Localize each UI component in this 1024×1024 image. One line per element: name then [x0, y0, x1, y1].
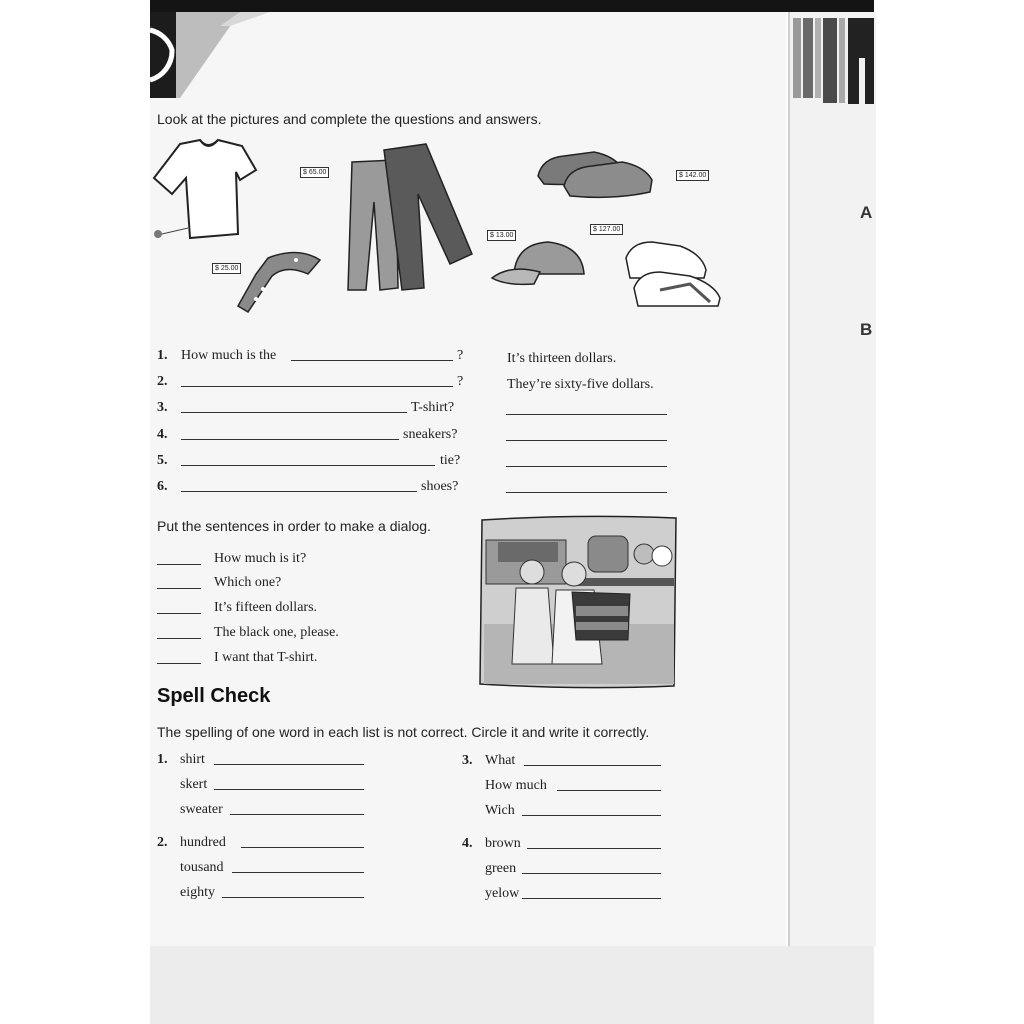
correction-blank[interactable] — [232, 872, 364, 873]
spell-check-instruction: The spelling of one word in each list is not correct. Circle it and write it correctly. — [157, 724, 650, 740]
correction-blank[interactable] — [527, 848, 661, 849]
question-number: 3. — [157, 400, 168, 415]
question-number: 5. — [157, 453, 168, 468]
list-number: 2. — [157, 835, 168, 850]
facing-page-header-graphic — [793, 18, 874, 104]
price-tag-sneakers: $ 127.00 — [590, 224, 623, 235]
exercise-instruction: Look at the pictures and complete the questions and answers. — [157, 111, 542, 127]
cap-illustration — [490, 238, 586, 290]
shoes-illustration — [534, 146, 658, 202]
tshirt-illustration — [150, 138, 260, 248]
dialog-instruction: Put the sentences in order to make a dialog. — [157, 518, 431, 534]
spell-word: How much — [485, 778, 547, 793]
correction-blank[interactable] — [214, 789, 364, 790]
spell-word: skert — [180, 777, 208, 792]
answer-blank[interactable] — [181, 439, 399, 440]
price-tag-shoes: $ 142.00 — [676, 170, 709, 181]
spell-word: eighty — [180, 885, 215, 900]
spell-word: sweater — [180, 802, 223, 817]
price-tag-pants: $ 65.00 — [300, 167, 329, 178]
price-tag-tie: $ 25.00 — [212, 263, 241, 274]
answer-blank[interactable] — [506, 492, 667, 493]
question-prefix: How much is the — [181, 348, 277, 363]
tie-illustration — [208, 244, 328, 320]
spell-word: shirt — [180, 752, 205, 767]
order-blank[interactable] — [157, 663, 201, 664]
dialog-sentence: Which one? — [214, 575, 282, 590]
facing-section-a: A — [860, 203, 873, 222]
question-number: 6. — [157, 479, 168, 494]
scan-top-edge — [150, 0, 874, 12]
correction-blank[interactable] — [557, 790, 661, 791]
correction-blank[interactable] — [524, 765, 661, 766]
spell-word: Wich — [485, 803, 515, 818]
dialog-sentence: The black one, please. — [214, 625, 339, 640]
list-number: 1. — [157, 752, 168, 767]
question-suffix: ? — [457, 348, 464, 363]
spell-check-title: Spell Check — [157, 685, 271, 707]
facing-section-b: B — [860, 320, 873, 339]
scan-margin-right — [874, 0, 1024, 1024]
correction-blank[interactable] — [230, 814, 364, 815]
question-suffix: shoes? — [421, 479, 459, 494]
page-bottom-margin — [150, 946, 874, 1024]
correction-blank[interactable] — [522, 873, 661, 874]
question-number: 1. — [157, 348, 168, 363]
question-number: 4. — [157, 427, 168, 442]
answer-blank[interactable] — [506, 440, 667, 441]
dialog-sentence: How much is it? — [214, 551, 307, 566]
spell-word: What — [485, 753, 516, 768]
price-tag-cap: $ 13.00 — [487, 230, 516, 241]
given-answer: It’s thirteen dollars. — [507, 351, 617, 366]
question-suffix: ? — [457, 374, 464, 389]
spell-word: yelow — [485, 886, 520, 901]
correction-blank[interactable] — [214, 764, 364, 765]
given-answer: They’re sixty-five dollars. — [507, 377, 654, 392]
dialog-sentence: It’s fifteen dollars. — [214, 600, 318, 615]
sneakers-illustration — [620, 236, 724, 310]
question-number: 2. — [157, 374, 168, 389]
spell-word: brown — [485, 836, 521, 851]
answer-blank[interactable] — [291, 360, 453, 361]
order-blank[interactable] — [157, 588, 201, 589]
answer-blank[interactable] — [506, 414, 667, 415]
correction-blank[interactable] — [522, 815, 661, 816]
order-blank[interactable] — [157, 564, 201, 565]
correction-blank[interactable] — [222, 897, 364, 898]
page-corner-banner — [150, 12, 280, 98]
pants-illustration — [340, 142, 480, 294]
question-suffix: sneakers? — [403, 427, 458, 442]
clothing-store-illustration — [478, 514, 680, 690]
spell-word: hundred — [180, 835, 226, 850]
list-number: 4. — [462, 836, 473, 851]
facing-page — [788, 12, 876, 946]
answer-blank[interactable] — [181, 412, 407, 413]
scan-margin-left — [0, 0, 150, 1024]
order-blank[interactable] — [157, 638, 201, 639]
answer-blank[interactable] — [181, 491, 417, 492]
dialog-sentence: I want that T-shirt. — [214, 650, 318, 665]
correction-blank[interactable] — [522, 898, 661, 899]
spell-word: green — [485, 861, 517, 876]
answer-blank[interactable] — [506, 466, 667, 467]
order-blank[interactable] — [157, 613, 201, 614]
question-suffix: tie? — [440, 453, 461, 468]
answer-blank[interactable] — [181, 465, 435, 466]
answer-blank[interactable] — [181, 386, 453, 387]
question-suffix: T-shirt? — [411, 400, 455, 415]
correction-blank[interactable] — [241, 847, 364, 848]
list-number: 3. — [462, 753, 473, 768]
spell-word: tousand — [180, 860, 224, 875]
